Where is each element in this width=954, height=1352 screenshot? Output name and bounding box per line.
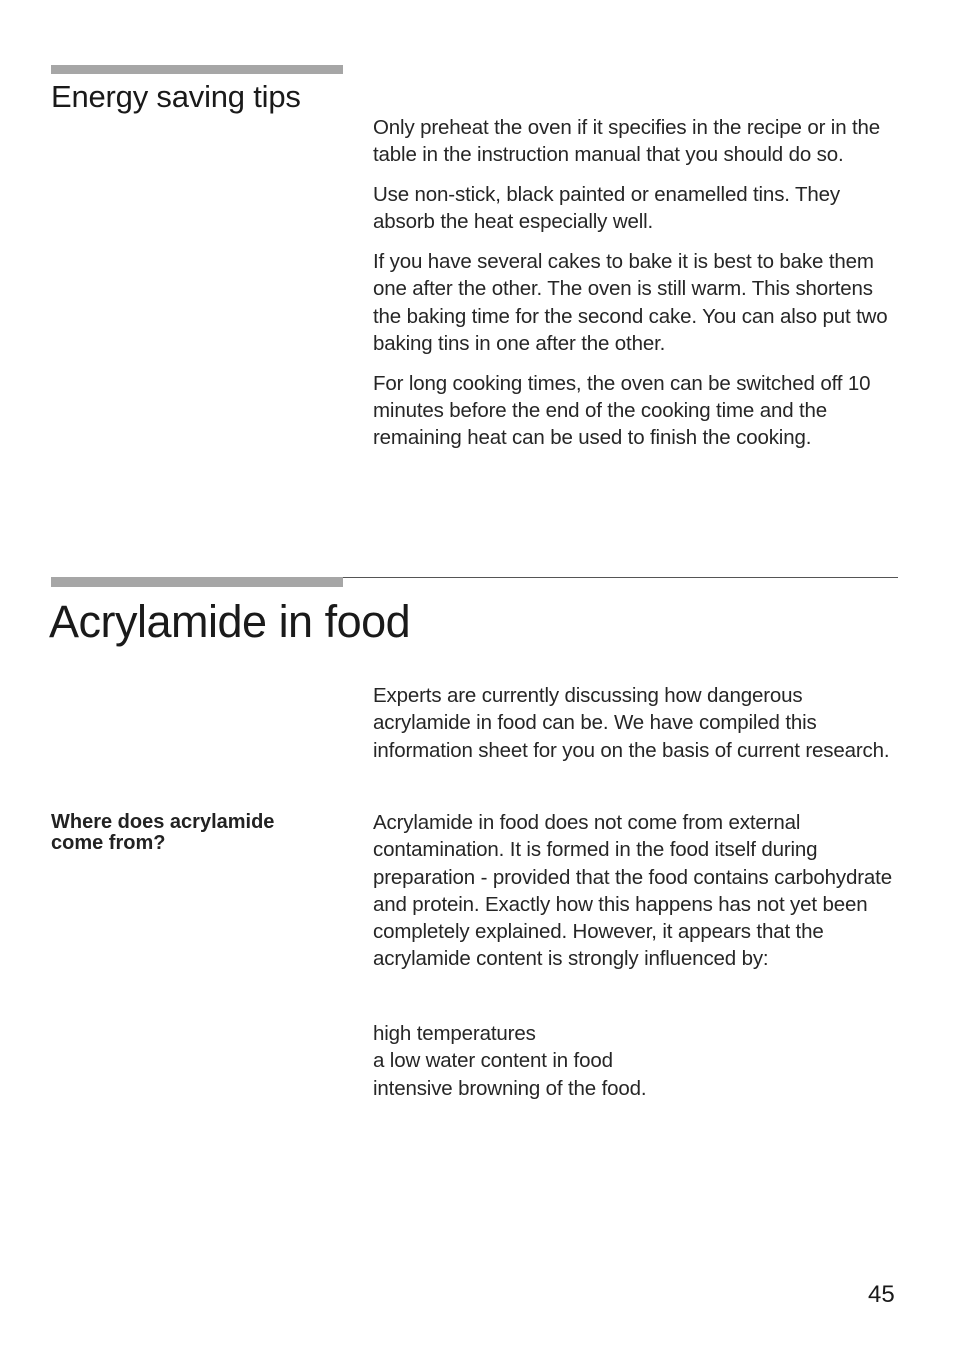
list-item: intensive browning of the food. bbox=[373, 1076, 647, 1100]
list-item: high temperatures bbox=[373, 1022, 536, 1045]
acrylamide-origin-text bbox=[373, 809, 903, 973]
paragraph: If you have several cakes to bake it is best to bake them one after the other. The oven is still warm. This shortens the baking time for the second cake. You can also put two baking tins in one after the other. bbox=[373, 250, 888, 356]
list-item: a low water content in food bbox=[373, 1049, 613, 1073]
chapter-title-acrylamide: Acrylamide in food bbox=[49, 596, 411, 647]
subsection-heading: Where does acrylamide come from? bbox=[51, 811, 275, 854]
paragraph: Only preheat the oven if it specifies in the recipe or in the table in the instruction manual that you should do so. bbox=[373, 116, 881, 167]
paragraph: Experts are currently discussing how dangerous acrylamide in food can be. We have compiled this information sheet for you on the basis of current research. bbox=[373, 684, 890, 762]
page-number: 45 bbox=[868, 1281, 895, 1308]
paragraph: Acrylamide in food does not come from external contamination. It is formed in the food itself during preparation - provided that the food contains carbohydrate and protein. Exactly how this happens has not yet been completely explained. However, it appears that the acrylamide content is strongly influenced by: bbox=[373, 811, 892, 971]
chapter-divider-bar bbox=[51, 577, 343, 587]
section-title-energy-saving: Energy saving tips bbox=[51, 79, 301, 114]
paragraph: For long cooking times, the oven can be switched off 10 minutes before the end of the cooking time and the remaining heat can be used to finish the cooking. bbox=[373, 371, 871, 450]
influence-factors-list bbox=[373, 1020, 903, 1102]
paragraph: Use non-stick, black painted or enamelled tins. They absorb the heat especially well. bbox=[373, 183, 840, 234]
energy-tips-text bbox=[373, 114, 903, 452]
acrylamide-intro-text bbox=[373, 682, 903, 764]
section-divider-bar bbox=[51, 65, 343, 74]
chapter-divider-rule bbox=[343, 577, 898, 578]
